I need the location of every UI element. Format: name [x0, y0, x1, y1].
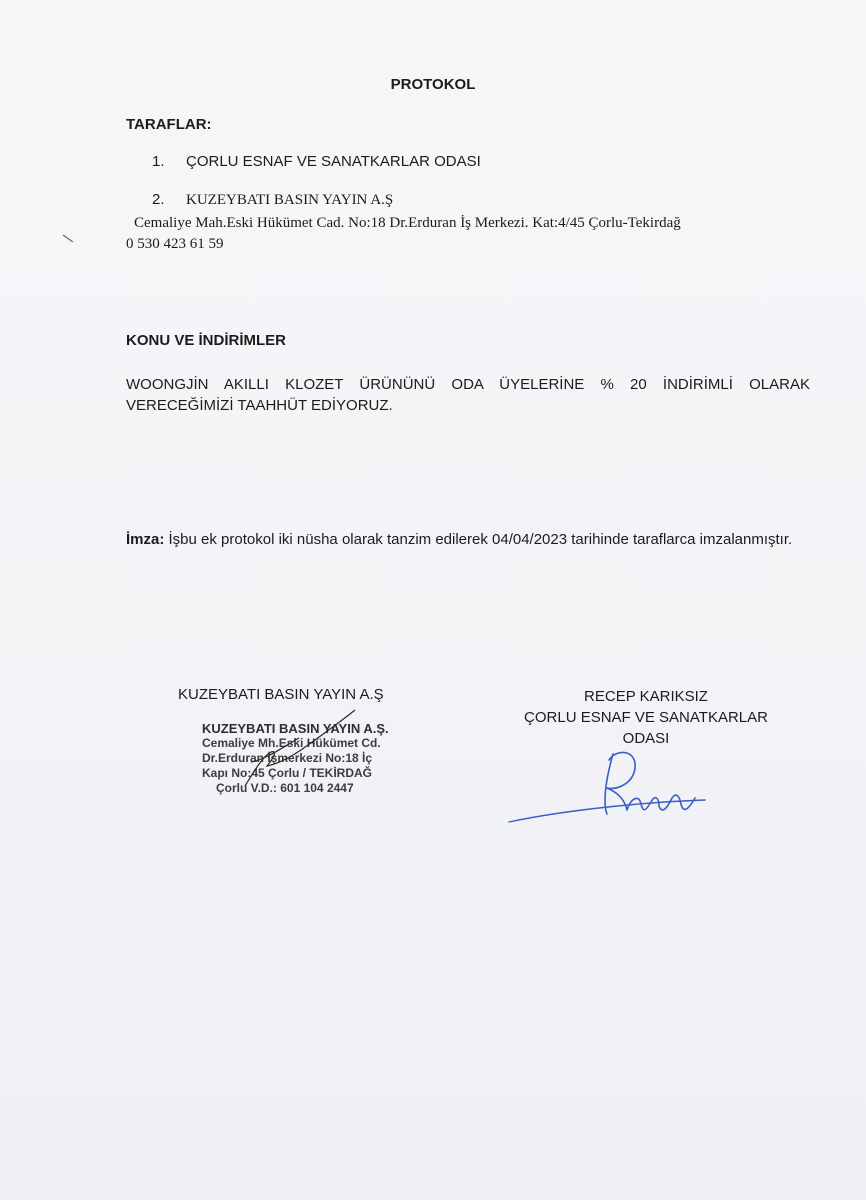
- stamp-line: Çorlu V.D.: 601 104 2447: [216, 781, 354, 795]
- right-signatory-name: RECEP KARIKSIZ: [584, 688, 708, 705]
- party-item-2: [152, 191, 393, 209]
- subject-heading: KONU VE İNDİRİMLER: [126, 332, 287, 349]
- left-signature-icon: [215, 706, 365, 796]
- parties-heading: TARAFLAR:: [126, 116, 212, 133]
- party-name: KUZEYBATI BASIN YAYIN A.Ş: [186, 192, 394, 208]
- margin-mark: [63, 235, 73, 243]
- right-signatory-org-cont: ODASI: [622, 730, 670, 747]
- stamp-line: Kapı No:45 Çorlu / TEKİRDAĞ: [202, 766, 373, 780]
- left-signatory-name: KUZEYBATI BASIN YAYIN A.Ş: [178, 686, 384, 703]
- right-signatory-org: ÇORLU ESNAF VE SANATKARLAR: [524, 709, 768, 726]
- party-number: 1.: [152, 153, 165, 170]
- stamp-line: Dr.Erduran İşmerkezi No:18 İç: [202, 751, 373, 765]
- signature-clause-label: İmza:: [126, 531, 165, 548]
- subject-text: WOONGJİN AKILLI KLOZET ÜRÜNÜNÜ ODA ÜYELERİNE % 20 İNDİRİMLİ OLARAK VERECEĞİMİZİ TAAHHÜT EDİYORUZ.: [126, 376, 810, 414]
- document-title: PROTOKOL: [390, 76, 476, 93]
- right-signature-icon: [505, 742, 715, 827]
- right-signatory: [496, 686, 796, 749]
- signature-clause: [126, 529, 810, 551]
- stamp-line: Cemaliye Mh.Eski Hükümet Cd.: [202, 736, 381, 750]
- party-phone: 0 530 423 61 59: [126, 236, 224, 252]
- party-name: ÇORLU ESNAF VE SANATKARLAR ODASI: [186, 153, 481, 170]
- party-item-1: [152, 153, 481, 170]
- party-address: Cemaliye Mah.Eski Hükümet Cad. No:18 Dr.Erduran İş Merkezi. Kat:4/45 Çorlu-Tekirdağ: [134, 215, 681, 231]
- signature-clause-text: İşbu ek protokol iki nüsha olarak tanzim edilerek 04/04/2023 tarihinde taraflarca imzalanmıştır.: [168, 531, 793, 548]
- party-number: 2.: [152, 191, 165, 208]
- stamp-title: KUZEYBATI BASIN YAYIN A.Ş.: [202, 721, 389, 736]
